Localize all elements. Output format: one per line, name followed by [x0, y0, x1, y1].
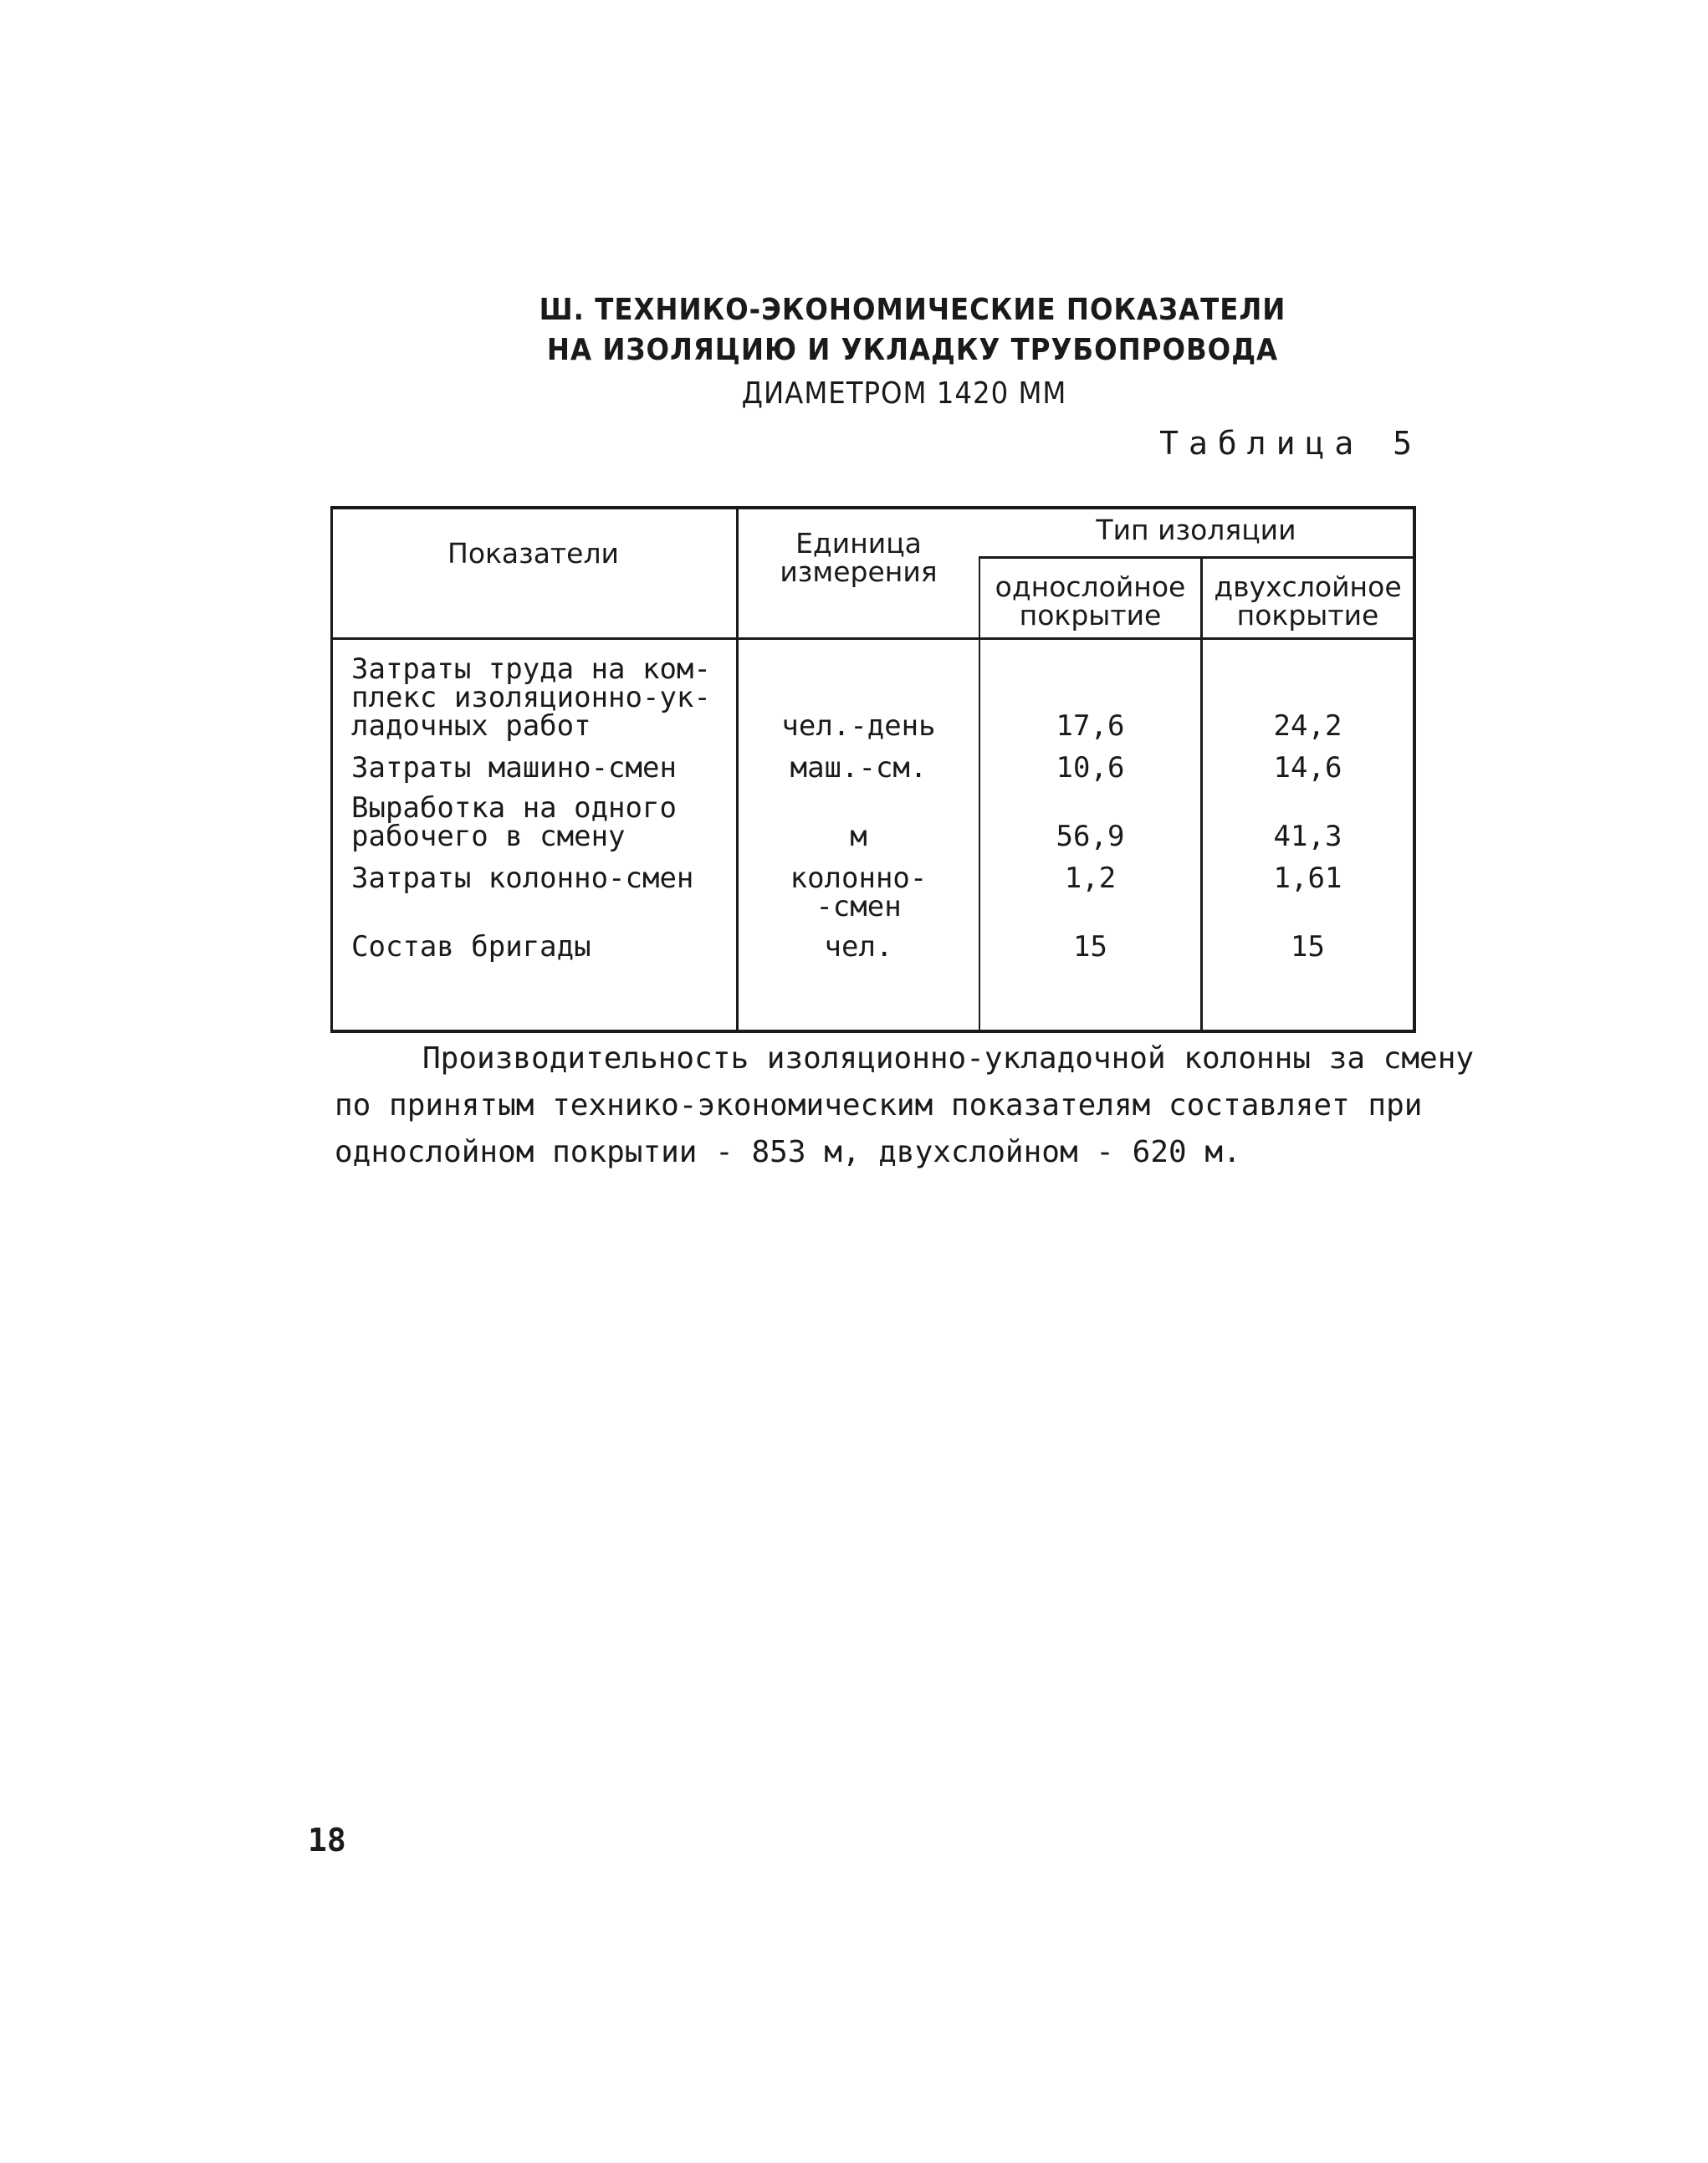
row-3-single: 56,9 [1056, 820, 1125, 853]
table-top-rule [330, 506, 1416, 509]
row-4-double: 1,61 [1273, 862, 1342, 895]
row-4-unit: колонно- -смен [790, 862, 928, 923]
row-1-single: 17,6 [1056, 709, 1125, 743]
row-3-double: 41,3 [1273, 820, 1342, 853]
table-right-rule [1413, 506, 1416, 1033]
row-1-unit: чел.-день [781, 709, 936, 743]
row-2-single: 10,6 [1056, 751, 1125, 785]
section-title-line-1: Ш. ТЕХНИКО-ЭКОНОМИЧЕСКИЕ ПОКАЗАТЕЛИ [539, 293, 1286, 327]
indicators-table [330, 506, 1416, 1033]
table-label: Таблица 5 [1159, 425, 1422, 462]
paragraph-line-2: по принятым технико-экономическим показателям составляет при [335, 1088, 1423, 1122]
header-indicators: Показатели [447, 537, 619, 570]
table-left-rule [330, 506, 333, 1033]
page-number: 18 [308, 1822, 346, 1859]
row-4-single: 1,2 [1064, 862, 1117, 895]
header-double-layer: двухслойное покрытие [1214, 570, 1402, 632]
section-title-line-2: НА ИЗОЛЯЦИЮ И УКЛАДКУ ТРУБОПРОВОДА [546, 333, 1279, 367]
section-title-line-3: ДИАМЕТРОМ 1420 ММ [741, 376, 1067, 411]
row-5-indicator: Состав бригады [351, 930, 591, 964]
row-5-single: 15 [1073, 930, 1107, 964]
header-insulation-type: Тип изоляции [1096, 514, 1296, 546]
paragraph-line-1: Производительность изоляционно-укладочной колонны за смену [422, 1041, 1475, 1076]
table-bottom-rule [330, 1030, 1416, 1033]
subheader-rule [979, 556, 1416, 559]
row-1-double: 24,2 [1273, 709, 1342, 743]
header-single-layer: однослойное покрытие [995, 570, 1186, 632]
header-unit: Единица измерения [780, 527, 938, 588]
paragraph-line-3: однослойном покрытии - 853 м, двухслойном - 620 м. [335, 1135, 1241, 1169]
row-5-unit: чел. [824, 930, 893, 964]
row-4-indicator: Затраты колонно-смен [351, 862, 694, 895]
row-5-double: 15 [1291, 930, 1325, 964]
row-2-unit: маш.-см. [790, 751, 928, 785]
header-bottom-rule [330, 637, 1416, 640]
row-3-indicator: Выработка на одного рабочего в смену [351, 791, 677, 853]
row-2-indicator: Затраты машино-смен [351, 751, 677, 785]
row-1-indicator: Затраты труда на ком- плекс изоляционно-ук- ладочных работ [351, 652, 711, 743]
row-3-unit: м [850, 820, 867, 853]
row-2-double: 14,6 [1273, 751, 1342, 785]
